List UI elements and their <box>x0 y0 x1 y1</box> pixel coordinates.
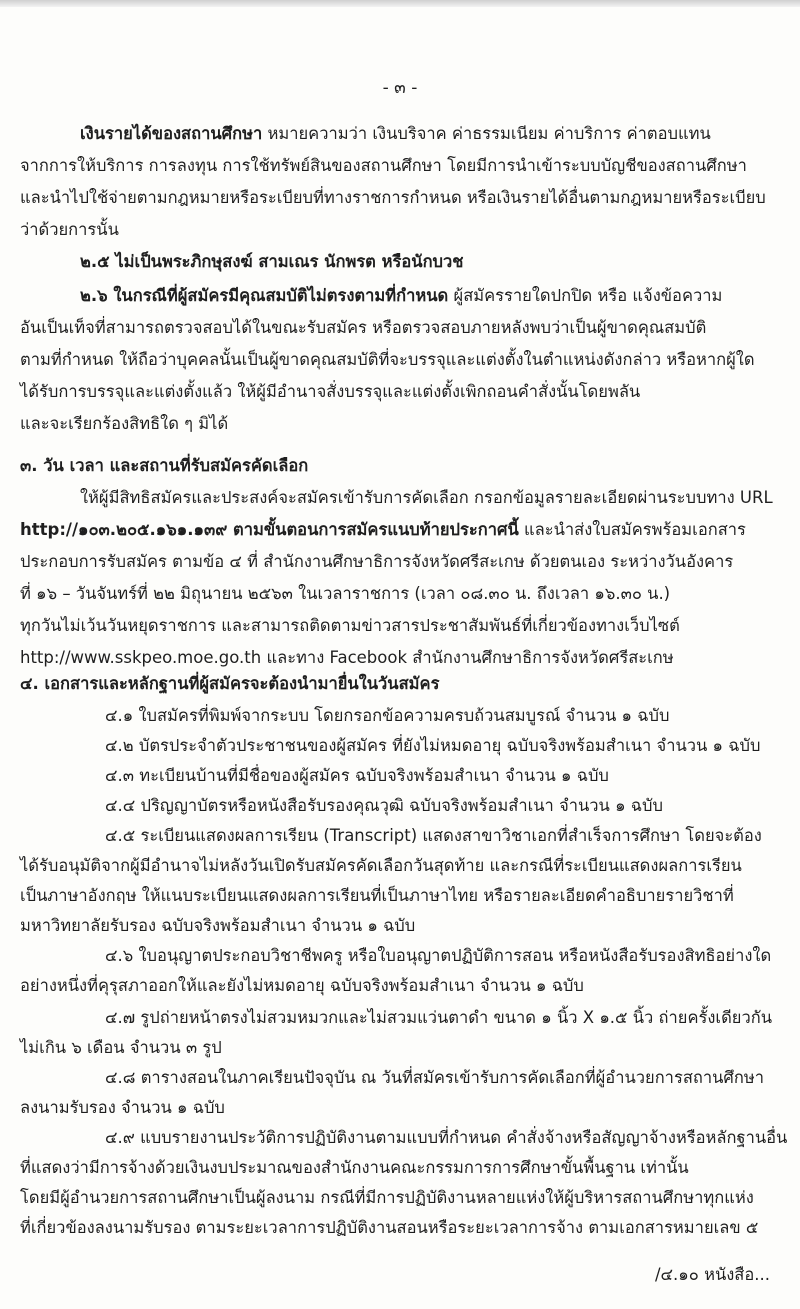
list-item-cont: เป็นภาษาอังกฤษ ให้แนบระเบียนแสดงผลการเรียนที่เป็นภาษาไทย หรือรายละเอียดคำอธิบายรายวิชาที่ <box>20 886 734 905</box>
text: ผู้สมัครรายใดปกปิด หรือ แจ้งข้อความ <box>448 286 723 305</box>
text: หมายความว่า เงินบริจาค ค่าธรรมเนียม ค่าบริการ ค่าตอบแทน <box>262 124 711 143</box>
paragraph-line: ว่าด้วยการนั้น <box>20 220 119 239</box>
list-item: ๔.๓ ทะเบียนบ้านที่มีชื่อของผู้สมัคร ฉบับจริงพร้อมสำเนา จำนวน ๑ ฉบับ <box>105 766 609 785</box>
paragraph-line <box>0 280 800 312</box>
list-item-cont: ได้รับอนุมัติจากผู้มีอำนาจไม่หลังวันเปิดรับสมัครคัดเลือกวันสุดท้าย และกรณีที่ระเบียนแสดงผลการเรียน <box>20 856 742 875</box>
paragraph-line <box>0 118 800 150</box>
paragraph-line: และจะเรียกร้องสิทธิใด ๆ มิได้ <box>20 414 229 433</box>
page-number: - ๓ - <box>382 78 418 98</box>
continuation-marker: /๔.๑๐ หนังสือ... <box>654 1265 770 1284</box>
paragraph-line: ให้ผู้มีสิทธิสมัครและประสงค์จะสมัครเข้ารับการคัดเลือก กรอกข้อมูลรายละเอียดผ่านระบบทาง URL <box>80 488 773 507</box>
list-item-cont: ไม่เกิน ๖ เดือน จำนวน ๓ รูป <box>20 1038 222 1057</box>
section-3-heading: ๓. วัน เวลา และสถานที่รับสมัครคัดเลือก <box>20 456 309 475</box>
list-item-cont: มหาวิทยาลัยรับรอง ฉบับจริงพร้อมสำเนา จำนวน ๑ ฉบับ <box>20 916 416 935</box>
list-item-cont: โดยมีผู้อำนวยการสถานศึกษาเป็นผู้ลงนาม กรณีที่มีการปฏิบัติงานหลายแห่งให้ผู้บริหารสถานศึกษาทุกแห่ง <box>20 1188 754 1207</box>
paragraph-line: http://www.sskpeo.moe.go.th และทาง Facebook สำนักงานศึกษาธิการจังหวัดศรีสะเกษ <box>20 648 674 667</box>
list-item: ๔.๗ รูปถ่ายหน้าตรงไม่สวมหมวกและไม่สวมแว่นตาดำ ขนาด ๑ นิ้ว X ๑.๕ นิ้ว ถ่ายครั้งเดียวกัน <box>105 1008 772 1027</box>
paragraph-line: ทุกวันไม่เว้นวันหยุดราชการ และสามารถติดตามข่าวสารประชาสัมพันธ์ที่เกี่ยวข้องทางเว็บไซต์ <box>20 616 680 635</box>
item-2-6-bold: ๒.๖ ในกรณีที่ผู้สมัครมีคุณสมบัติไม่ตรงตามที่กำหนด <box>80 286 449 305</box>
paragraph-line: ที่ ๑๖ – วันจันทร์ที่ ๒๒ มิถุนายน ๒๕๖๓ ในเวลาราชการ (เวลา ๐๘.๓๐ น. ถึงเวลา ๑๖.๓๐ น.) <box>20 584 671 603</box>
url-bold: http://๑๐๓.๒๐๕.๑๖๑.๑๓๙ ตามขั้นตอนการสมัครแนบท้ายประกาศนี้ <box>20 520 519 539</box>
list-item-cont: ที่เกี่ยวข้องลงนามรับรอง ตามระยะเวลาการปฏิบัติงานสอนหรือระยะเวลาการจ้าง ตามเอกสารหมายเลข ๕ <box>20 1218 759 1237</box>
list-item: ๔.๑ ใบสมัครที่พิมพ์จากระบบ โดยกรอกข้อความครบถ้วนสมบูรณ์ จำนวน ๑ ฉบับ <box>105 706 670 725</box>
paragraph-line <box>0 514 800 546</box>
list-item-cont: ลงนามรับรอง จำนวน ๑ ฉบับ <box>20 1098 225 1117</box>
section-4-heading: ๔. เอกสารและหลักฐานที่ผู้สมัครจะต้องนำมายื่นในวันสมัคร <box>20 674 440 693</box>
paragraph-line: อันเป็นเท็จที่สามารถตรวจสอบได้ในขณะรับสมัคร หรือตรวจสอบภายหลังพบว่าเป็นผู้ขาดคุณสมบัติ <box>20 318 707 337</box>
list-item-cont: ที่แสดงว่ามีการจ้างด้วยเงินงบประมาณของสำนักงานคณะกรรมการการศึกษาขั้นพื้นฐาน เท่านั้น <box>20 1158 689 1177</box>
item-2-5: ๒.๕ ไม่เป็นพระภิกษุสงฆ์ สามเณร นักพรต หรือนักบวช <box>80 252 464 271</box>
list-item: ๔.๙ แบบรายงานประวัติการปฏิบัติงานตามแบบที่กำหนด คำสั่งจ้างหรือสัญญาจ้างหรือหลักฐานอื่น <box>105 1128 788 1147</box>
paragraph-line: และนำไปใช้จ่ายตามกฎหมายหรือระเบียบที่ทางราชการกำหนด หรือเงินรายได้อื่นตามกฎหมายหรือระเบียบ <box>20 188 766 207</box>
paragraph-line: ประกอบการรับสมัคร ตามข้อ ๔ ที่ สำนักงานศึกษาธิการจังหวัดศรีสะเกษ ด้วยตนเอง ระหว่างวันอังคาร <box>20 552 734 571</box>
term-bold: เงินรายได้ของสถานศึกษา <box>80 124 263 143</box>
list-item: ๔.๔ ปริญญาบัตรหรือหนังสือรับรองคุณวุฒิ ฉบับจริงพร้อมสำเนา จำนวน ๑ ฉบับ <box>105 796 663 815</box>
list-item: ๔.๕ ระเบียนแสดงผลการเรียน (Transcript) แสดงสาขาวิชาเอกที่สำเร็จการศึกษา โดยจะต้อง <box>105 826 762 845</box>
paragraph-line: ได้รับการบรรจุและแต่งตั้งแล้ว ให้ผู้มีอำนาจสั่งบรรจุและแต่งตั้งเพิกถอนคำสั่งนั้นโดยพลัน <box>20 382 641 401</box>
text: และนำส่งใบสมัครพร้อมเอกสาร <box>518 520 746 539</box>
paragraph-line: ตามที่กำหนด ให้ถือว่าบุคคลนั้นเป็นผู้ขาดคุณสมบัติที่จะบรรจุและแต่งตั้งในตำแหน่งดังกล่าว หรือหากผู้ใด <box>20 350 755 369</box>
list-item-cont: อย่างหนึ่งที่คุรุสภาออกให้และยังไม่หมดอายุ ฉบับจริงพร้อมสำเนา จำนวน ๑ ฉบับ <box>20 976 584 995</box>
list-item: ๔.๖ ใบอนุญาตประกอบวิชาชีพครู หรือใบอนุญาตปฏิบัติการสอน หรือหนังสือรับรองสิทธิอย่างใด <box>105 946 772 965</box>
list-item: ๔.๒ บัตรประจำตัวประชาชนของผู้สมัคร ที่ยังไม่หมดอายุ ฉบับจริงพร้อมสำเนา จำนวน ๑ ฉบับ <box>105 736 761 755</box>
list-item: ๔.๘ ตารางสอนในภาคเรียนปัจจุบัน ณ วันที่สมัครเข้ารับการคัดเลือกที่ผู้อำนวยการสถานศึกษา <box>105 1068 765 1087</box>
paragraph-line: จากการให้บริการ การลงทุน การใช้ทรัพย์สินของสถานศึกษา โดยมีการนำเข้าระบบบัญชีของสถานศึกษา <box>20 156 747 175</box>
